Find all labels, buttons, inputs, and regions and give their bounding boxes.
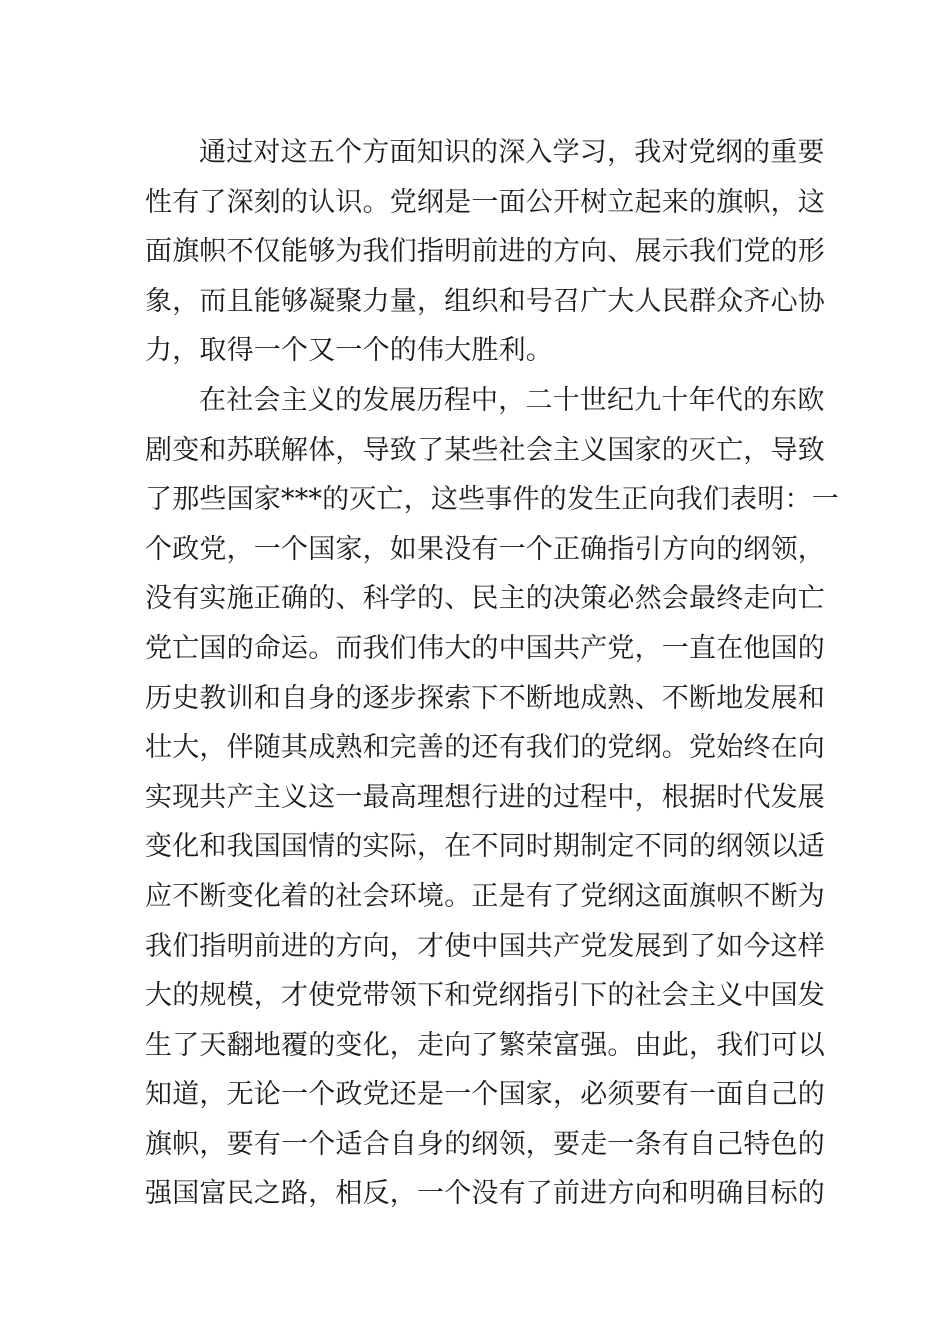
paragraph-1 (145, 128, 825, 376)
text-line: 旗帜，要有一个适合自身的纲领，要走一条有自己特色的 (145, 1128, 825, 1160)
text-line: 我们指明前进的方向，才使中国共产党发展到了如今这样 (145, 930, 825, 962)
document-body (145, 128, 839, 1219)
text-line: 剧变和苏联解体，导致了某些社会主义国家的灭亡，导致 (145, 434, 825, 466)
text-line: 历史教训和自身的逐步探索下不断地成熟、不断地发展和 (145, 682, 825, 714)
text-line: 生了天翻地覆的变化，走向了繁荣富强。由此，我们可以 (145, 1029, 825, 1061)
text-line: 变化和我国国情的实际，在不同时期制定不同的纲领以适 (145, 831, 825, 863)
text-line: 通过对这五个方面知识的深入学习，我对党纲的重要 (199, 137, 825, 168)
text-line: 面旗帜不仅能够为我们指明前进的方向、展示我们党的形 (145, 236, 825, 268)
text-line: 应不断变化着的社会环境。正是有了党纲这面旗帜不断为 (145, 880, 825, 912)
text-line: 壮大，伴随其成熟和完善的还有我们的党纲。党始终在向 (145, 732, 825, 764)
text-line: 了那些国家***的灭亡，这些事件的发生正向我们表明：一 (145, 484, 839, 516)
paragraph-2 (145, 376, 839, 1219)
text-line: 知道，无论一个政党还是一个国家，必须要有一面自己的 (145, 1079, 825, 1111)
text-line: 大的规模，才使党带领下和党纲指引下的社会主义中国发 (145, 980, 825, 1012)
text-line: 象，而且能够凝聚力量，组织和号召广大人民群众齐心协 (145, 285, 825, 317)
text-line: 没有实施正确的、科学的、民主的决策必然会最终走向亡 (145, 583, 825, 615)
text-line: 强国富民之路，相反，一个没有了前进方向和明确目标的 (145, 1178, 825, 1210)
text-line: 性有了深刻的认识。党纲是一面公开树立起来的旗帜，这 (145, 186, 825, 218)
text-line: 力，取得一个又一个的伟大胜利。 (145, 335, 553, 367)
text-line: 实现共产主义这一最高理想行进的过程中，根据时代发展 (145, 781, 825, 813)
text-line: 党亡国的命运。而我们伟大的中国共产党，一直在他国的 (145, 632, 825, 664)
text-line: 个政党，一个国家，如果没有一个正确指引方向的纲领， (145, 533, 825, 565)
text-line: 在社会主义的发展历程中，二十世纪九十年代的东欧 (199, 384, 825, 416)
